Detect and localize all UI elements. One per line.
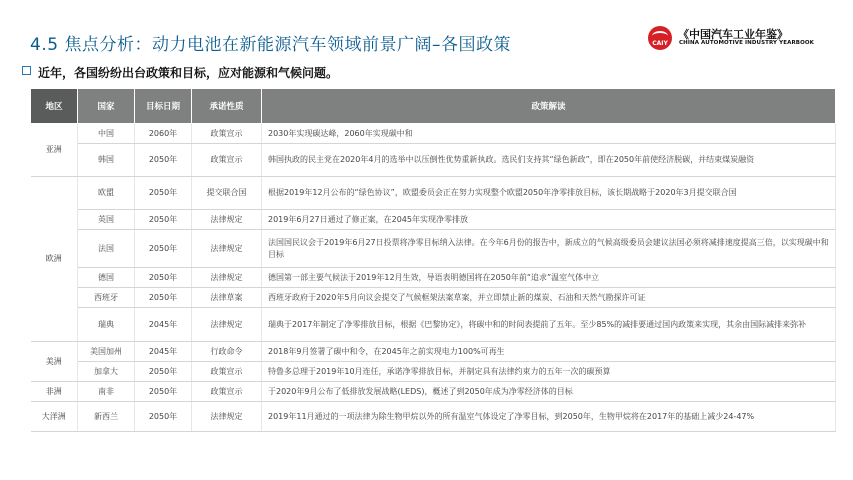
table-row [31,210,836,230]
year-cell: 2060年 [135,124,192,144]
policy-table [30,88,836,432]
policy-cell: 法国国民议会于2019年6月27日投票将净零目标纳入法律。在今年6月份的报告中，新成立的气候高级委员会建议法国必须将减排速度提高三倍，以实现碳中和目标 [262,230,836,268]
nature-cell: 法律规定 [192,230,262,268]
policy-cell: 韩国执政的民主党在2020年4月的选举中以压倒性优势重新执政。选民们支持其“绿色新政”，即在2050年前使经济脱碳，并结束煤炭融资 [262,144,836,177]
year-cell: 2050年 [135,288,192,308]
header-country: 国家 [78,89,135,124]
policy-cell: 2019年11月通过的一项法律为除生物甲烷以外的所有温室气体设定了净零目标，到2050年，生物甲烷将在2017年的基础上减少24-47% [262,402,836,432]
table-row [31,288,836,308]
table-header-row [31,89,836,124]
year-cell: 2050年 [135,362,192,382]
nature-cell: 法律规定 [192,308,262,342]
country-cell: 英国 [78,210,135,230]
country-cell: 欧盟 [78,177,135,210]
table-row [31,177,836,210]
bullet-square-icon [22,66,31,75]
policy-cell: 西班牙政府于2020年5月向议会提交了气候框架法案草案，并立即禁止新的煤炭、石油和天然气勘探许可证 [262,288,836,308]
region-cell: 亚洲 [31,124,78,177]
year-cell: 2050年 [135,402,192,432]
year-cell: 2050年 [135,268,192,288]
nature-cell: 提交联合国 [192,177,262,210]
policy-cell: 2018年9月签署了碳中和令，在2045年之前实现电力100%可再生 [262,342,836,362]
country-cell: 瑞典 [78,308,135,342]
nature-cell: 法律草案 [192,288,262,308]
year-cell: 2045年 [135,308,192,342]
table-row [31,268,836,288]
year-cell: 2050年 [135,210,192,230]
policy-cell: 2030年实现碳达峰，2060年实现碳中和 [262,124,836,144]
country-cell: 美国加州 [78,342,135,362]
policy-cell: 特鲁多总理于2019年10月连任，承诺净零排放目标，并制定具有法律约束力的五年一次的碳预算 [262,362,836,382]
country-cell: 中国 [78,124,135,144]
region-cell: 欧洲 [31,177,78,342]
region-cell: 美洲 [31,342,78,382]
nature-cell: 法律规定 [192,268,262,288]
table-row [31,308,836,342]
year-cell: 2050年 [135,144,192,177]
region-cell: 大洋洲 [31,402,78,432]
nature-cell: 法律规定 [192,210,262,230]
header-commitment: 承诺性质 [192,89,262,124]
table-row [31,402,836,432]
policy-cell: 根据2019年12月公布的“绿色协议”，欧盟委员会正在努力实现整个欧盟2050年净零排放目标，该长期战略于2020年3月提交联合国 [262,177,836,210]
header-region: 地区 [31,89,78,124]
caiy-logo-icon: CAIY [648,26,672,50]
nature-cell: 政策宣示 [192,362,262,382]
year-cell: 2050年 [135,230,192,268]
region-cell: 非洲 [31,382,78,402]
policy-cell: 2019年6月27日通过了修正案，在2045年实现净零排放 [262,210,836,230]
logo-chinese-text: 《中国汽车工业年鉴》 [678,28,788,41]
country-cell: 韩国 [78,144,135,177]
table-row [31,230,836,268]
logo-english-text: CHINA AUTOMOTIVE INDUSTRY YEARBOOK [679,40,814,46]
header-policy: 政策解读 [262,89,836,124]
table-row [31,362,836,382]
table-row [31,382,836,402]
nature-cell: 政策宣示 [192,144,262,177]
yearbook-logo [648,26,838,52]
policy-cell: 德国第一部主要气候法于2019年12月生效，导语表明德国将在2050年前“追求”温室气体中立 [262,268,836,288]
table-row [31,124,836,144]
country-cell: 西班牙 [78,288,135,308]
section-subtitle: 近年，各国纷纷出台政策和目标，应对能源和气候问题。 [38,66,339,80]
header [0,0,853,58]
nature-cell: 法律规定 [192,402,262,432]
country-cell: 德国 [78,268,135,288]
page-title: 4.5 焦点分析：动力电池在新能源汽车领域前景广阔–各国政策 [30,35,511,55]
table-row [31,144,836,177]
policy-cell: 于2020年9月公布了低排放发展战略(LEDS)，概述了到2050年成为净零经济体的目标 [262,382,836,402]
policy-cell: 瑞典于2017年制定了净零排放目标，根据《巴黎协定》，将碳中和的时间表提前了五年。至少85%的减排要通过国内政策来实现，其余由国际减排来弥补 [262,308,836,342]
year-cell: 2050年 [135,177,192,210]
nature-cell: 政策宣示 [192,382,262,402]
country-cell: 加拿大 [78,362,135,382]
country-cell: 新西兰 [78,402,135,432]
year-cell: 2050年 [135,382,192,402]
nature-cell: 政策宣示 [192,124,262,144]
table-row [31,342,836,362]
country-cell: 法国 [78,230,135,268]
country-cell: 南非 [78,382,135,402]
header-target-date: 目标日期 [135,89,192,124]
year-cell: 2045年 [135,342,192,362]
nature-cell: 行政命令 [192,342,262,362]
